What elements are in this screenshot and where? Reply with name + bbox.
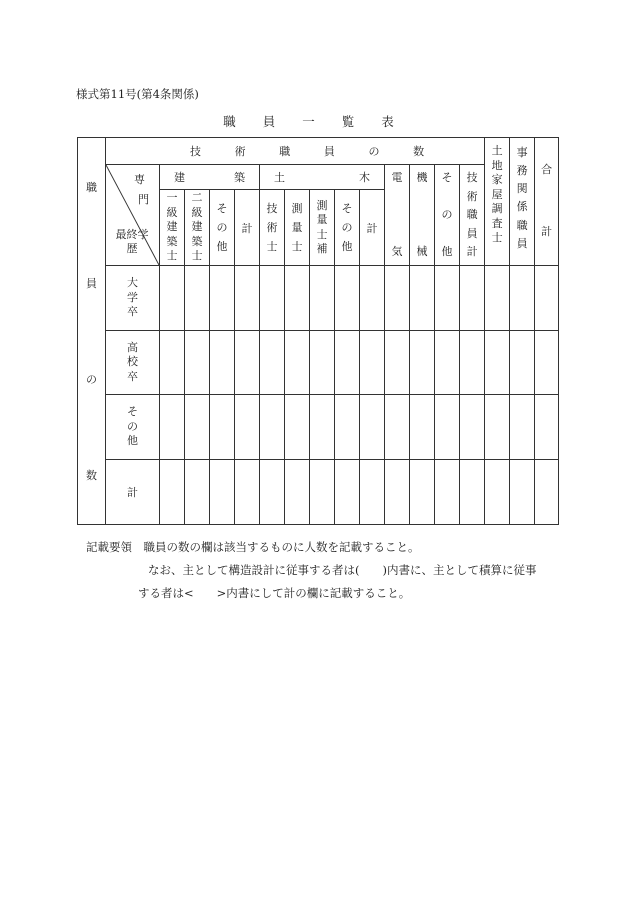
table-row xyxy=(78,266,559,331)
header-char: 合 xyxy=(541,162,553,176)
header-gijutsushi: 技術士 xyxy=(260,190,285,266)
header-doboku-total: 計 xyxy=(360,190,385,266)
header-char: 術 xyxy=(234,145,246,158)
specialty-label-bottom: 門 xyxy=(138,193,149,206)
row-axis-cell xyxy=(78,138,106,525)
header-char: 数 xyxy=(413,145,425,158)
group-kenchiku xyxy=(160,165,260,190)
header-grand-total xyxy=(535,138,559,266)
header-denki: 電 気 xyxy=(385,165,410,266)
group-doboku xyxy=(260,165,385,190)
final-education-label: 最終学歴 xyxy=(115,227,149,256)
row-axis-char: 職 xyxy=(86,180,97,194)
row-label: その他 xyxy=(106,395,160,460)
header-doboku-other: その他 xyxy=(335,190,360,266)
header-kenchiku-total: 計 xyxy=(235,190,260,266)
table-row xyxy=(78,331,559,395)
instruction-line: なお、主として構造設計に従事する者は( )内書に、主として積算に従事 xyxy=(148,563,537,577)
specialty-label-top: 専 xyxy=(134,173,145,186)
page-title: 職員一覧表 xyxy=(223,114,421,129)
instruction-line: 記載要領 職員の数の欄は該当するものに人数を記載すること。 xyxy=(86,540,420,554)
row-axis-char: の xyxy=(86,373,97,387)
row-axis-char: 数 xyxy=(86,469,97,483)
header-tech-total: 技 術 職 員 計 xyxy=(460,165,485,266)
header-char: 技 xyxy=(190,145,201,158)
header-char: 職 xyxy=(279,145,291,158)
header-char: 計 xyxy=(541,224,553,238)
instructions xyxy=(86,536,566,605)
header-sokuryoshi: 測量士 xyxy=(285,190,310,266)
group-char: 木 xyxy=(359,171,370,185)
diagonal-header xyxy=(106,165,160,266)
header-office-staff: 事務関係職員 xyxy=(510,138,535,266)
table-row xyxy=(78,460,559,525)
row-label: 大学卒 xyxy=(106,266,160,331)
group-char: 建 xyxy=(174,171,185,185)
header-kenchiku-other: その他 xyxy=(210,190,235,266)
group-char: 土 xyxy=(274,171,285,185)
form-number-label: 様式第11号(第4条関係) xyxy=(76,87,199,101)
header-other: そ の 他 xyxy=(435,165,460,266)
row-label: 高校卒 xyxy=(106,331,160,395)
header-2kyu: 二級建築士 xyxy=(185,190,210,266)
header-sokuryoshiho: 測量士補 xyxy=(310,190,335,266)
header-1kyu: 一級建築士 xyxy=(160,190,185,266)
row-axis-char: 員 xyxy=(86,276,97,290)
staff-table xyxy=(77,137,559,525)
row-label: 計 xyxy=(106,460,160,525)
group-char: 築 xyxy=(234,171,245,185)
tech-staff-header xyxy=(106,138,485,165)
header-kikai: 機 械 xyxy=(410,165,435,266)
header-land-surveyor: 土地家屋調査士 xyxy=(485,138,510,266)
table-row xyxy=(78,395,559,460)
header-char: 員 xyxy=(323,145,335,158)
header-char: の xyxy=(368,145,380,158)
instruction-line: する者は< >内書にして計の欄に記載すること。 xyxy=(138,586,411,600)
